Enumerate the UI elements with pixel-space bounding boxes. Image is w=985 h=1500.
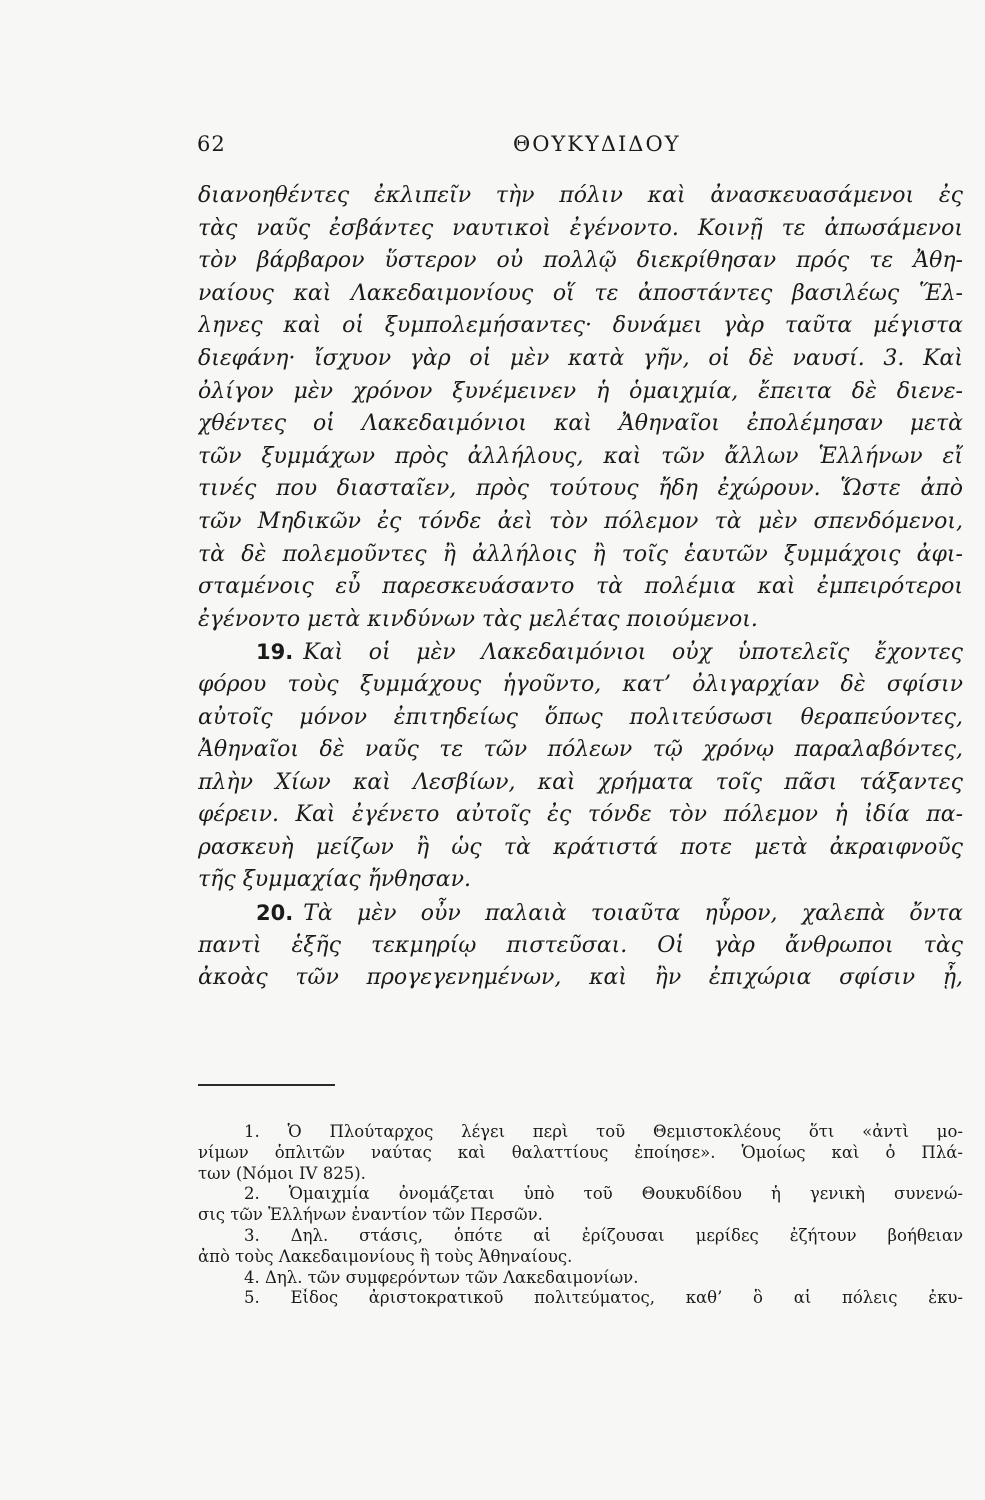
text-line: Καὶ οἱ μὲν Λακεδαιμόνιοι οὐχ ὑποτελεῖς ἔχοντες [303, 640, 963, 666]
text-line: Τὰ μὲν οὖν παλαιὰ τοιαῦτα ηὗρον, χαλεπὰ ὄντα [303, 901, 963, 927]
page-number: 62 [197, 132, 226, 156]
text-line: χθέντες οἱ Λακεδαιμόνιοι καὶ Ἀθηναῖοι ἐπολέμησαν μετὰ [198, 411, 963, 437]
text-line: τὰ δὲ πολεμοῦντες ἢ ἀλλήλοις ἢ τοῖς ἑαυτῶν ξυμμάχοις ἀφι- [198, 541, 963, 567]
main-text [198, 180, 963, 995]
text-line: διεφάνη· ἴσχυον γὰρ οἱ μὲν κατὰ γῆν, οἱ δὲ ναυσί. 3. Καὶ [198, 345, 963, 371]
text-line: ναίους καὶ Λακεδαιμονίους οἵ τε ἀποστάντες βασιλέως Ἕλ- [198, 280, 963, 306]
text-line: τῶν Μηδικῶν ἐς τόνδε ἀεὶ τὸν πόλεμον τὰ μὲν σπενδόμενοι, [198, 508, 963, 534]
text-line: τὰς ναῦς ἐσβάντες ναυτικοὶ ἐγένοντο. Κοινῇ τε ἀπωσάμενοι [198, 215, 963, 241]
text-line: φέρειν. Καὶ ἐγένετο αὐτοῖς ἐς τόνδε τὸν πόλεμον ἡ ἰδία πα- [198, 802, 963, 828]
section-number: 19. [256, 640, 294, 665]
text-line: πλὴν Χίων καὶ Λεσβίων, καὶ χρήματα τοῖς πᾶσι τάξαντες [198, 769, 963, 795]
footnote-line: 4. Δηλ. τῶν συμφερόντων τῶν Λακεδαιμονίων. [244, 1267, 639, 1287]
footnote-line: 1. Ὁ Πλούταρχος λέγει περὶ τοῦ Θεμιστοκλέους ὅτι «ἀντὶ μο- [244, 1122, 963, 1141]
text-line: ἐγένοντο μετὰ κινδύνων τὰς μελέτας ποιούμενοι. [198, 606, 758, 632]
running-title: ΘΟΥΚΥΔΙΔΟΥ [513, 132, 681, 156]
footnote-line: 5. Εἶδος ἀριστοκρατικοῦ πολιτεύματος, καθ’ ὃ αἱ πόλεις ἐκυ- [244, 1288, 963, 1308]
text-line: Ἀθηναῖοι δὲ ναῦς τε τῶν πόλεων τῷ χρόνῳ παραλαβόντες, [198, 737, 963, 763]
text-line: φόρου τοὺς ξυμμάχους ἡγοῦντο, κατ’ ὀλιγαρχίαν δὲ σφίσιν [198, 671, 963, 697]
text-line: ἀκοὰς τῶν προγεγενημένων, καὶ ἢν ἐπιχώρια σφίσιν ᾖ, [198, 965, 963, 991]
text-line: ρασκευὴ μείζων ἢ ὡς τὰ κράτιστά ποτε μετὰ ἀκραιφνοῦς [198, 834, 963, 860]
footnote-line: 2. Ὁμαιχμία ὀνομάζεται ὑπὸ τοῦ Θουκυδίδου ἡ γενικὴ συνενώ- [244, 1184, 963, 1204]
footnote-divider [198, 1084, 335, 1086]
text-line: τῆς ξυμμαχίας ἤνθησαν. [198, 867, 471, 893]
text-line: σταμένοις εὖ παρεσκευάσαντο τὰ πολέμια καὶ ἐμπειρότεροι [198, 574, 963, 600]
text-line: διανοηθέντες ἐκλιπεῖν τὴν πόλιν καὶ ἀνασκευασάμενοι ἐς [198, 183, 963, 208]
section-20-line [198, 897, 963, 930]
section-19-line [198, 636, 963, 669]
text-line: τῶν ξυμμάχων πρὸς ἀλλήλους, καὶ τῶν ἄλλων Ἑλλήνων εἴ [198, 443, 963, 469]
text-line: τὸν βάρβαρον ὕστερον οὐ πολλῷ διεκρίθησαν πρός τε Ἀθη- [198, 248, 963, 274]
text-line: αὐτοῖς μόνον ἐπιτηδείως ὅπως πολιτεύσωσι θεραπεύοντες, [198, 704, 963, 730]
footnote-line: 3. Δηλ. στάσις, ὁπότε αἱ ἐρίζουσαι μερίδες ἐζήτουν βοήθειαν [244, 1225, 963, 1245]
footnotes [198, 1122, 963, 1309]
section-number: 20. [256, 901, 294, 926]
page-header [197, 132, 965, 162]
footnote-line: ἀπὸ τοὺς Λακεδαιμονίους ἢ τοὺς Ἀθηναίους. [198, 1246, 573, 1266]
footnote-line: των (Νόμοι IV 825). [198, 1163, 366, 1183]
footnote-line: νίμων ὁπλιτῶν ναύτας καὶ θαλαττίους ἐποίησε». Ὁμοίως καὶ ὁ Πλά- [198, 1142, 963, 1162]
text-line: ληνες καὶ οἱ ξυμπολεμήσαντες· δυνάμει γὰρ ταῦτα μέγιστα [198, 313, 963, 339]
text-line: ὀλίγον μὲν χρόνον ξυνέμεινεν ἡ ὁμαιχμία, ἔπειτα δὲ διενε- [198, 378, 963, 404]
text-line: τινές που διασταῖεν, πρὸς τούτους ἤδη ἐχώρουν. Ὥστε ἀπὸ [198, 476, 963, 502]
text-line: παντὶ ἑξῆς τεκμηρίῳ πιστεῦσαι. Οἱ γὰρ ἄνθρωποι τὰς [198, 932, 963, 958]
footnote-line: σις τῶν Ἑλλήνων ἐναντίον τῶν Περσῶν. [198, 1205, 543, 1225]
